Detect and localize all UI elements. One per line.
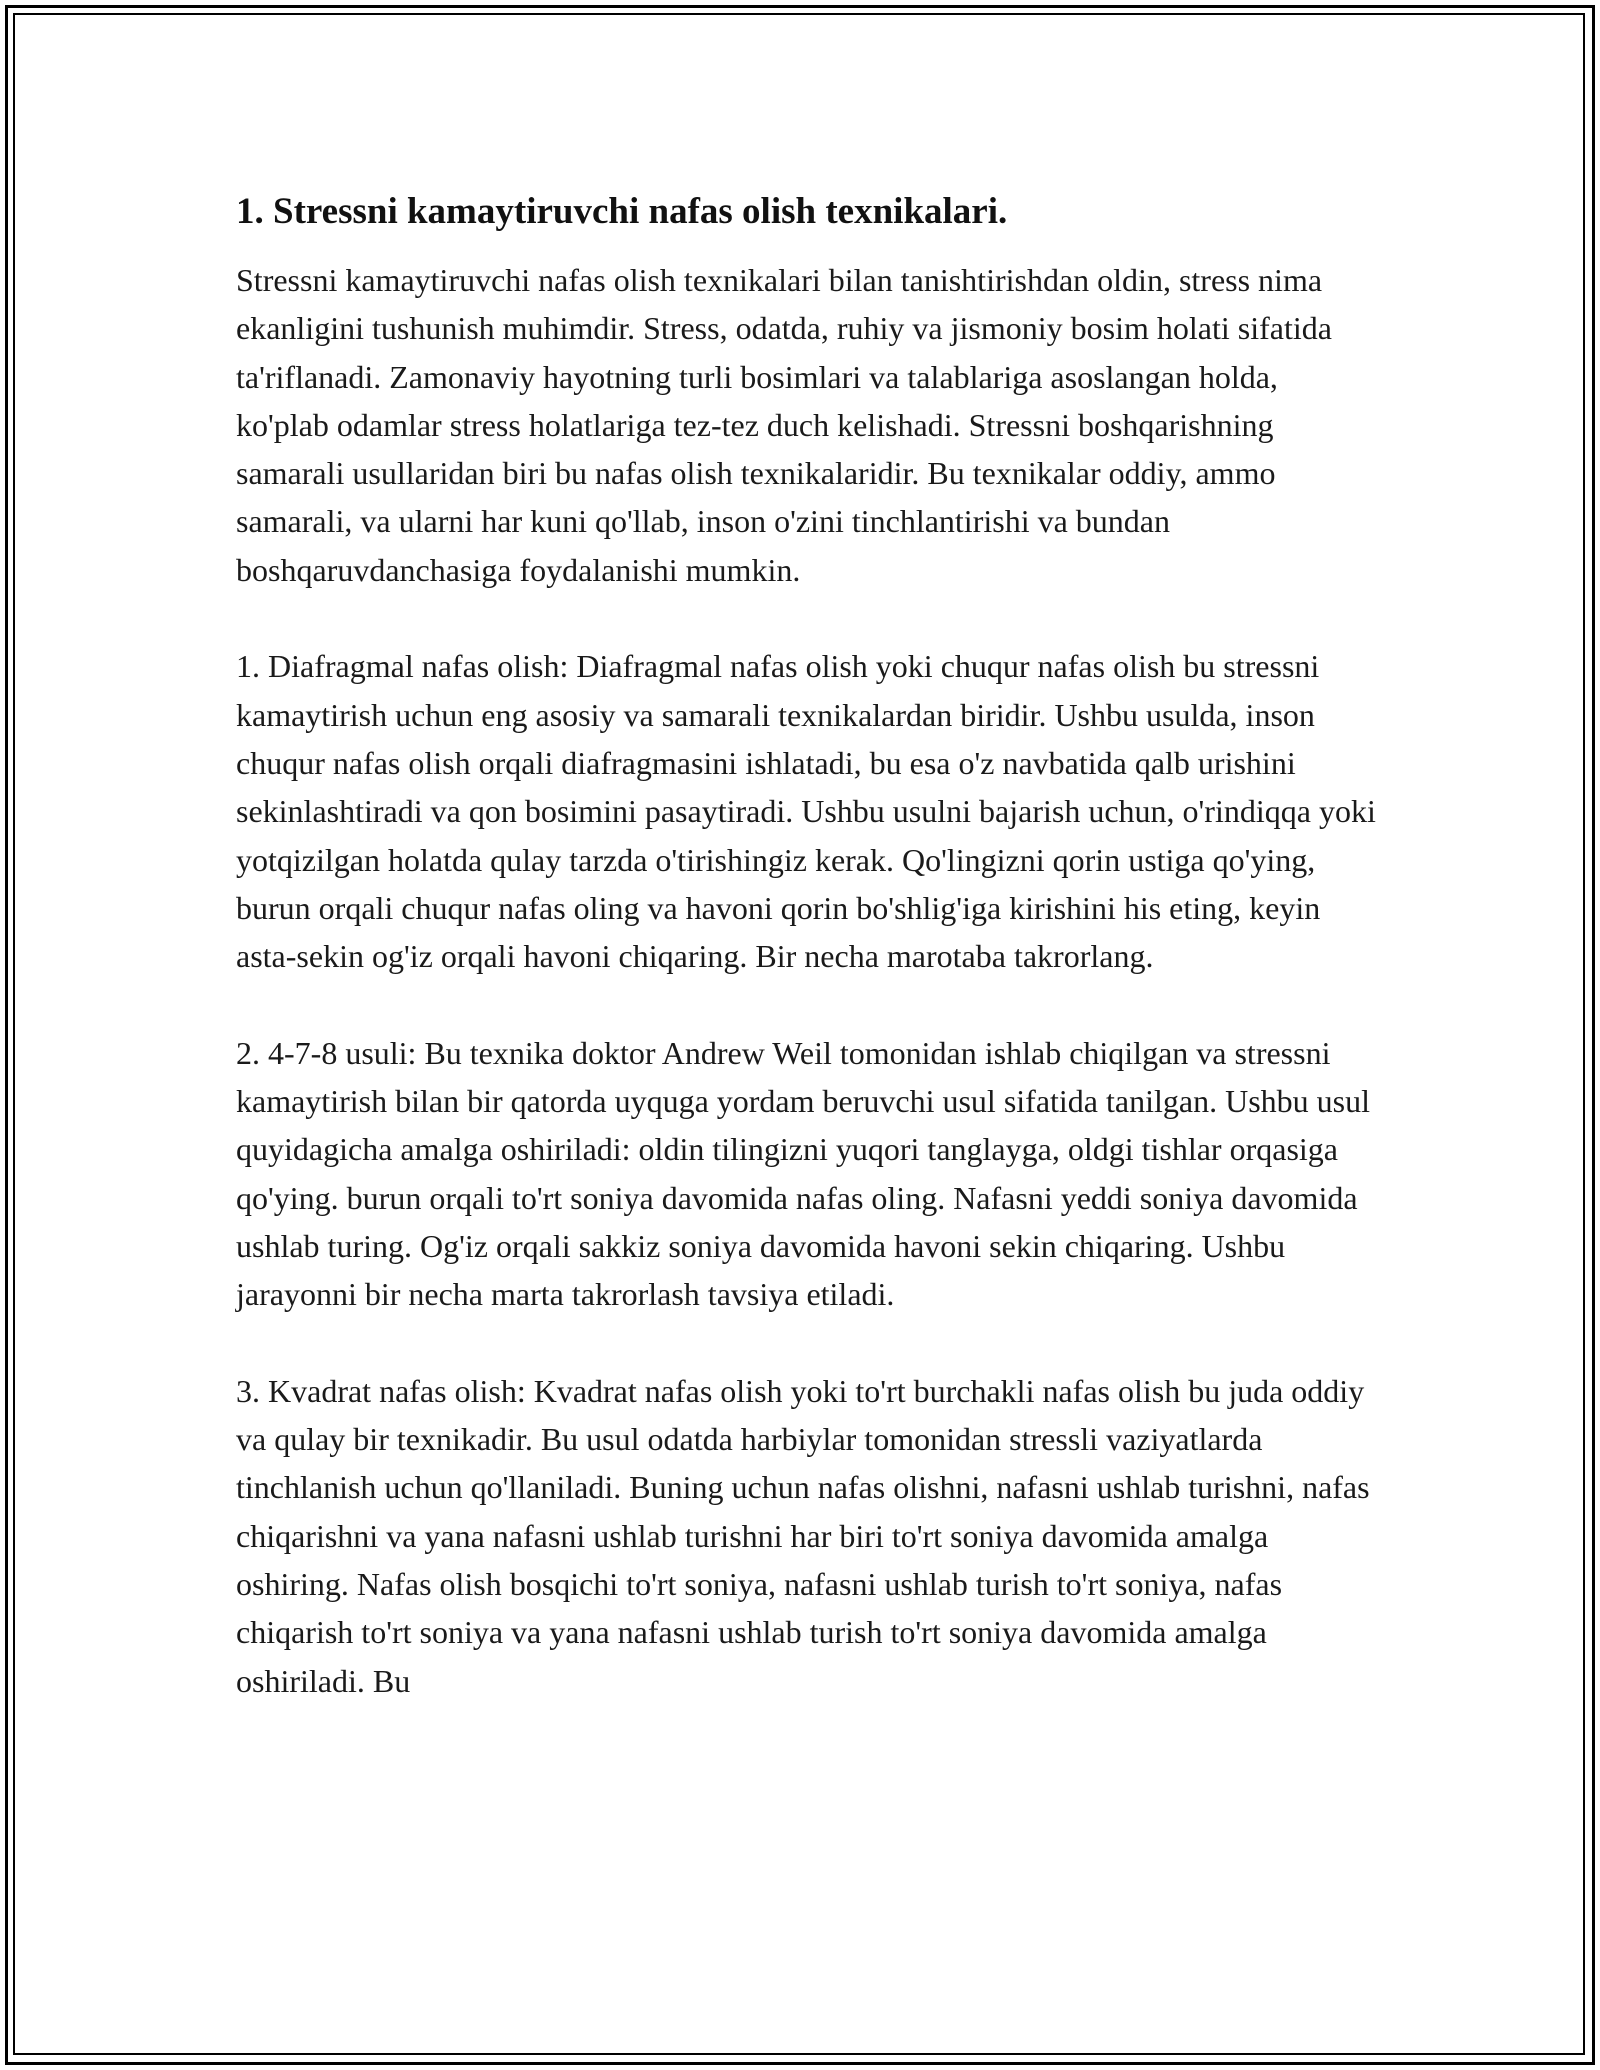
intro-paragraph: Stressni kamaytiruvchi nafas olish texnikalari bilan tanishtirishdan oldin, stress nima ekanligini tushunish muhimdir. Stress, odatda, ruhiy va jismoniy bosim holati sifatida ta'riflanadi. Zamonaviy hayotning turli bosimlari va talablariga asoslangan holda, ko'plab odamlar stress holatlariga tez-tez duch kelishadi. Stressni boshqarishning samarali usullaridan biri bu nafas olish texnikalaridir. Bu texnikalar oddiy, ammo samarali, va ularni har kuni qo'llab, inson o'zini tinchlantirishi va bundan boshqaruvdanchasiga foydalanishi mumkin. [236,262,1332,588]
diaphragmatic-breathing-paragraph: 1. Diafragmal nafas olish: Diafragmal nafas olish yoki chuqur nafas olish bu stressni kamaytirish uchun eng asosiy va samarali texnikalardan biridir. Ushbu usulda, inson chuqur nafas olish orqali diafragmasini ishlatadi, bu esa o'z navbatida qalb urishini sekinlashtiradi va qon bosimini pasaytiradi. Ushbu usulni bajarish uchun, o'rindiqqa yoki yotqizilgan holatda qulay tarzda o'tirishingiz kerak. Qo'lingizni qorin ustiga qo'ying, burun orqali chuqur nafas oling va havoni qorin bo'shlig'iga kirishini his eting, keyin asta-sekin og'iz orqali havoni chiqaring. Bir necha marotaba takrorlang. [236,648,1376,975]
four-seven-eight-paragraph: 2. 4-7-8 usuli: Bu texnika doktor Andrew Weil tomonidan ishlab chiqilgan va stressni kamaytirish bilan bir qatorda uyquga yordam beruvchi usul sifatida tanilgan. Ushbu usul quyidagicha amalga oshiriladi: oldin tilingizni yuqori tanglayga, oldgi tishlar orqasiga qo'ying. burun orqali to'rt soniya davomida nafas oling. Nafasni yeddi soniya davomida ushlab turing. Og'iz orqali sakkiz soniya davomida havoni sekin chiqaring. Ushbu jarayonni bir necha marta takrorlash tavsiya etiladi. [236,1034,1370,1313]
section-heading: 1. Stressni kamaytiruvchi nafas olish texnikalari. [236,191,1008,232]
box-breathing-paragraph: 3. Kvadrat nafas olish: Kvadrat nafas olish yoki to'rt burchakli nafas olish bu juda oddiy va qulay bir texnikadir. Bu usul odatda harbiylar tomonidan stressli vaziyatlarda tinchlanish uchun qo'llaniladi. Buning uchun nafas olishni, nafasni ushlab turishni, nafas chiqarishni va yana nafasni ushlab turishni har biri to'rt soniya davomida amalga oshiring. Nafas olish bosqichi to'rt soniya, nafasni ushlab turish to'rt soniya, nafas chiqarish to'rt soniya va yana nafasni ushlab turish to'rt soniya davomida amalga oshiriladi. Bu [236,1372,1370,1699]
document-page [236,188,1376,1753]
